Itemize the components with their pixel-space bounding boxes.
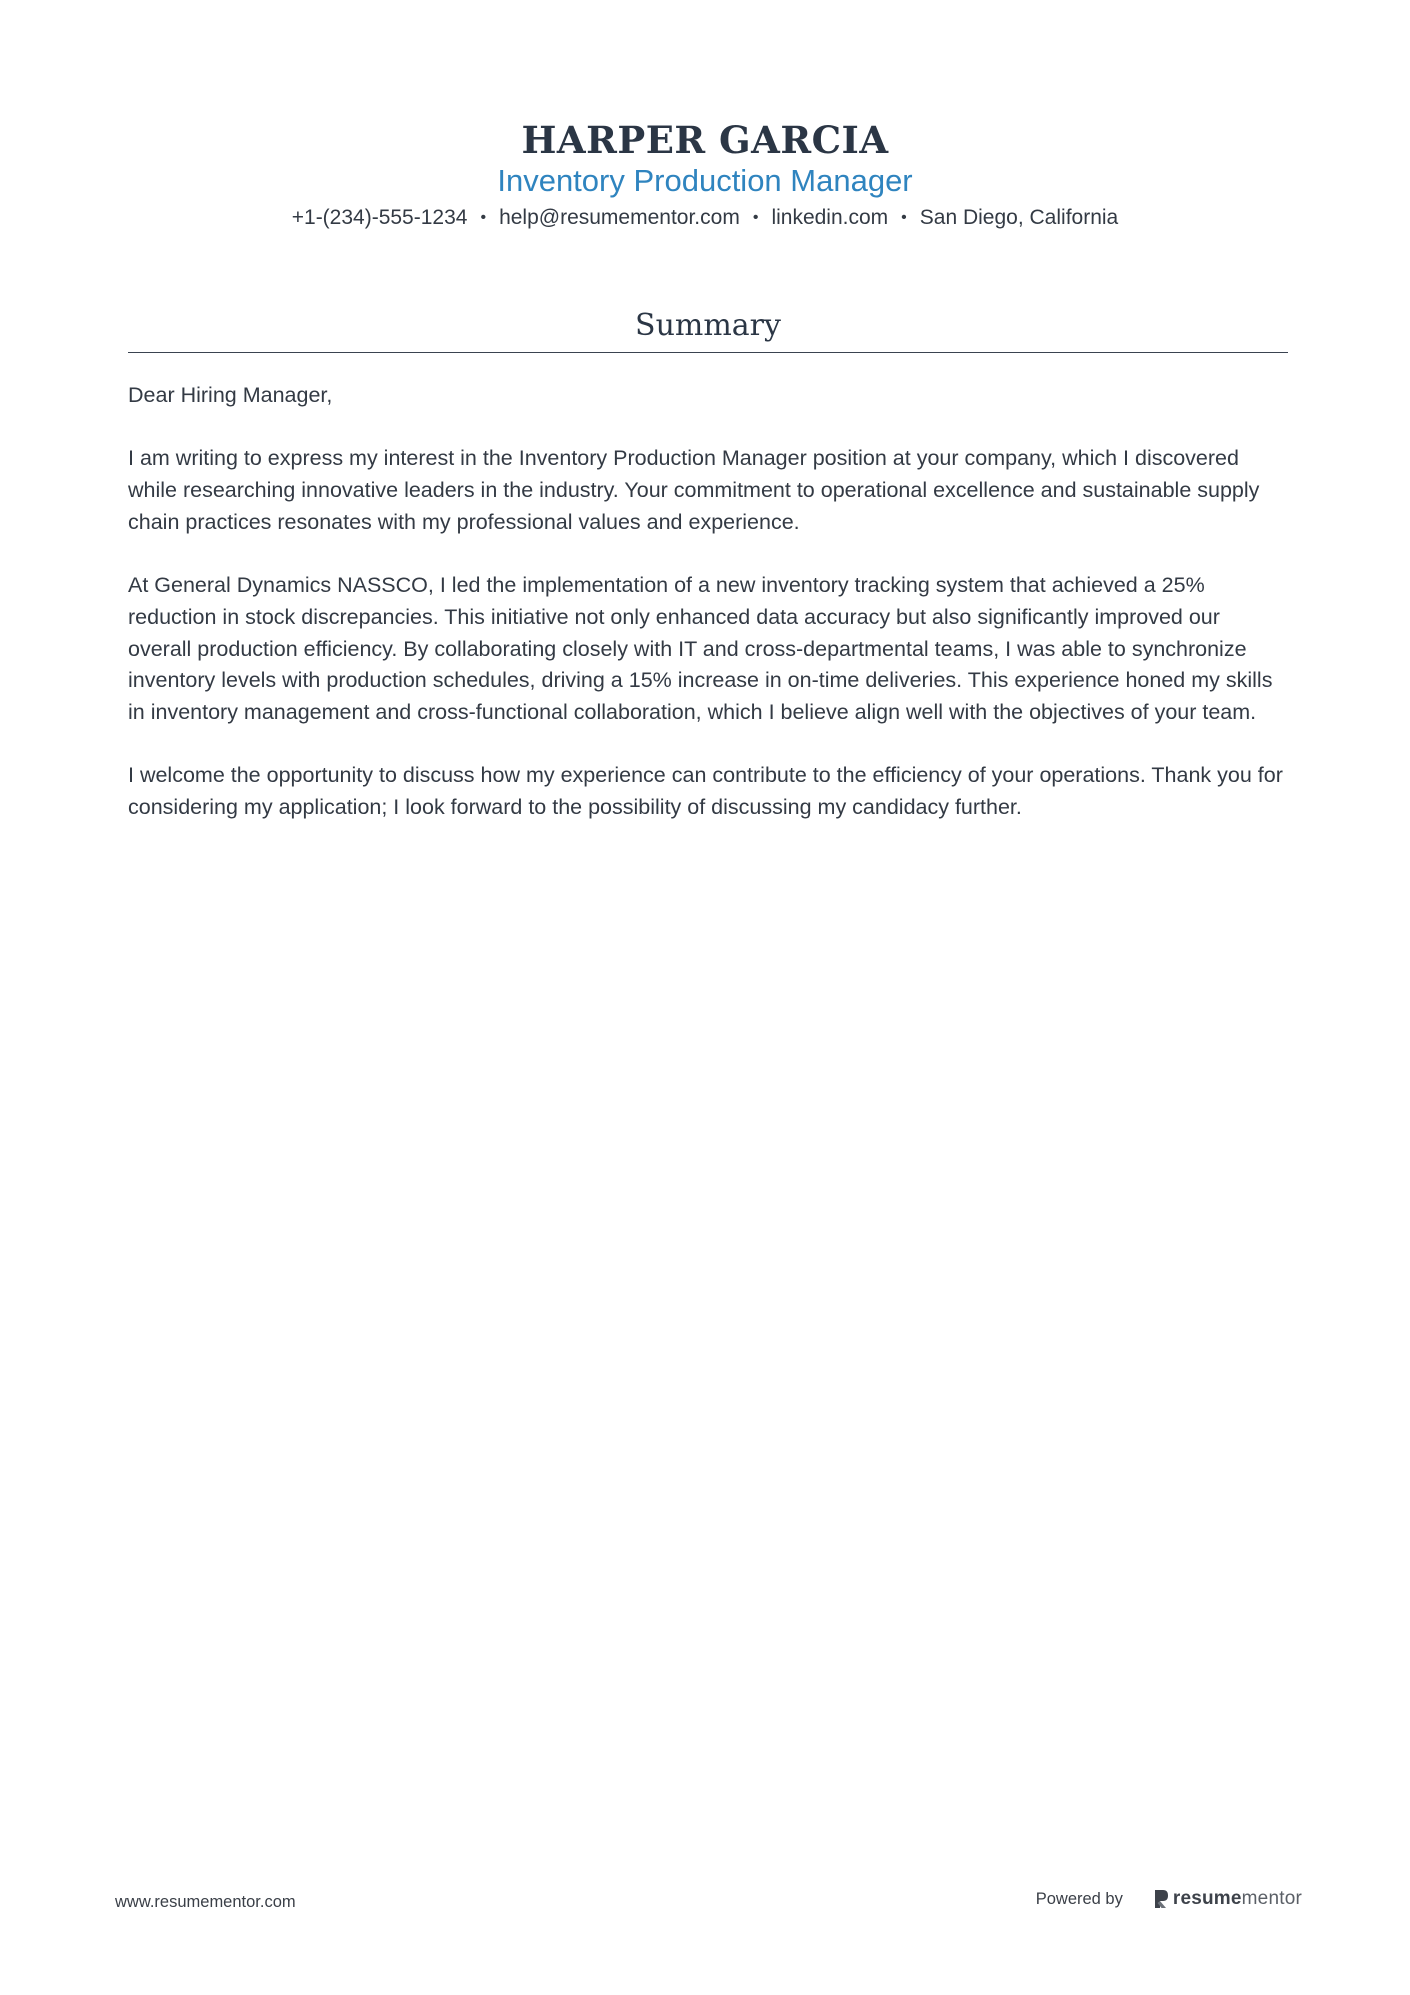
letter-paragraph-1: I am writing to express my interest in the Inventory Production Manager position at your company, which I discovered while researching innovative leaders in the industry. Your commitment to operational excellence and sustainable supply chain practices resonates with my professional values and experience. xyxy=(128,446,1260,534)
resume-header xyxy=(0,118,1410,234)
letter-body xyxy=(128,380,1288,855)
section-title-summary: Summary xyxy=(635,308,781,343)
resumementor-logo-icon xyxy=(1153,1888,1169,1910)
section-divider xyxy=(128,352,1288,353)
footer-website[interactable]: www.resumementor.com xyxy=(115,1893,296,1911)
candidate-name: HARPER GARCIA xyxy=(521,118,889,162)
letter-salutation: Dear Hiring Manager, xyxy=(128,383,333,407)
job-title: Inventory Production Manager xyxy=(497,163,913,198)
brand-name-bold: resume xyxy=(1172,1888,1242,1909)
contact-line xyxy=(0,204,1410,234)
footer-powered-by xyxy=(1036,1888,1302,1910)
contact-website[interactable]: linkedin.com xyxy=(771,206,889,229)
contact-separator: • xyxy=(752,209,759,226)
contact-separator: • xyxy=(901,209,907,226)
powered-by-label: Powered by xyxy=(1035,1889,1123,1908)
contact-email[interactable]: help@resumementor.com xyxy=(499,206,740,229)
letter-paragraph-3: I welcome the opportunity to discuss how my experience can contribute to the efficiency of your operations. Thank you for considering my application; I look forward to the possibility of discussing my candidacy further. xyxy=(128,763,1283,820)
brand-logo[interactable] xyxy=(1153,1888,1302,1910)
brand-name-light: mentor xyxy=(1241,1888,1302,1909)
letter-paragraph-2: At General Dynamics NASSCO, I led the implementation of a new inventory tracking system that achieved a 25% reduction in stock discrepancies. This initiative not only enhanced data accuracy but also significantly improved our overall production efficiency. By collaborating closely with IT and cross-departmental teams, I was able to synchronize inventory levels with production schedules, driving a 15% increase in on-time deliveries. This experience honed my skills in inventory management and cross-functional collaboration, which I believe align well with the objectives of your team. xyxy=(128,573,1273,724)
contact-phone: +1-(234)-555-1234 xyxy=(291,206,468,229)
contact-location: San Diego, California xyxy=(919,206,1119,229)
contact-separator: • xyxy=(480,209,487,226)
